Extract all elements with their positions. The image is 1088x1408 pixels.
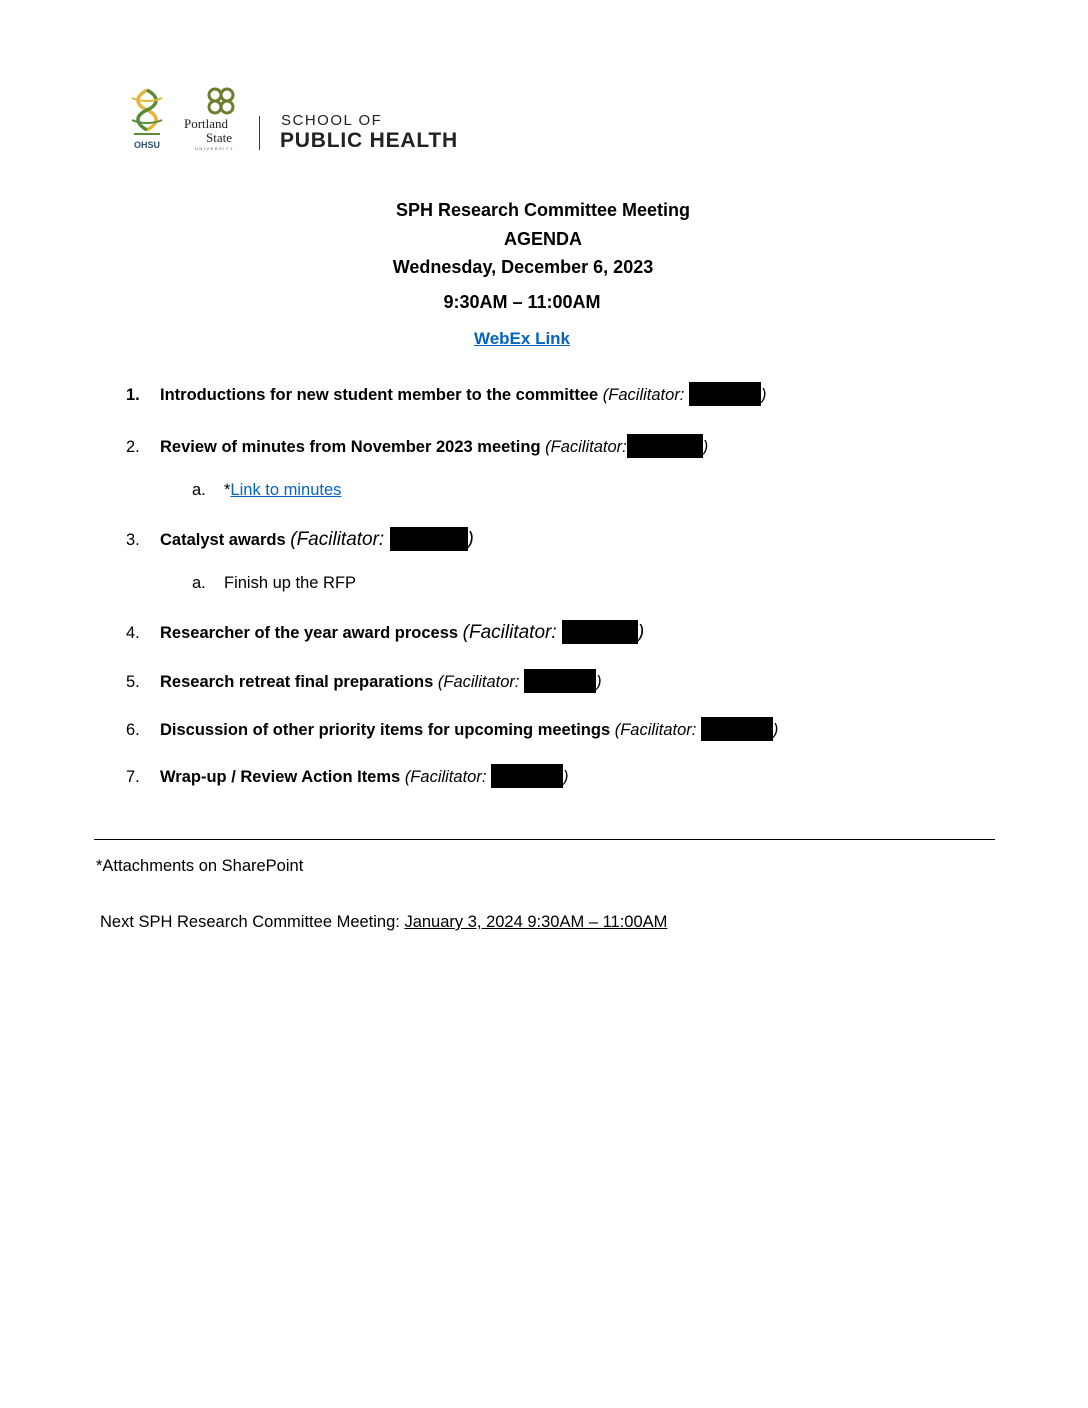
facilitator-label: (Facilitator: [462, 622, 562, 643]
next-meeting-date: January 3, 2024 9:30AM – 11:00AM [404, 913, 668, 931]
logo-header [126, 86, 486, 156]
subitem-3a [192, 574, 356, 593]
redaction-box [701, 717, 773, 741]
svg-text:OHSU: OHSU [133, 140, 161, 150]
school-name-line2: PUBLIC HEALTH [280, 129, 458, 152]
psu-name-line3: UNIVERSITY [195, 146, 235, 151]
subitem-letter: a. [192, 481, 206, 499]
facilitator-label: (Facilitator: [602, 386, 689, 404]
facilitator-close: ) [772, 721, 779, 739]
school-name-line1: SCHOOL OF [281, 112, 383, 129]
next-meeting-line [100, 913, 667, 932]
item-text: Discussion of other priority items for upcoming meetings [160, 721, 611, 739]
meeting-time: 9:30AM – 11:00AM [443, 292, 601, 312]
agenda-item-5 [126, 669, 602, 693]
item-text: Introductions for new student member to the committee [160, 386, 599, 404]
facilitator-label: (Facilitator: [545, 438, 627, 456]
redaction-box [627, 434, 703, 458]
agenda-item-2 [126, 434, 708, 458]
item-text: Research retreat final preparations [160, 673, 434, 691]
webex-link[interactable]: WebEx Link [473, 329, 571, 348]
attachments-note: *Attachments on SharePoint [96, 857, 304, 875]
item-text: Researcher of the year award process [160, 624, 459, 642]
logo-divider [259, 116, 260, 150]
item-number: 7. [126, 768, 140, 786]
redaction-box [524, 669, 596, 693]
facilitator-close: ) [637, 622, 645, 643]
facilitator-label: (Facilitator: [404, 768, 491, 786]
item-number: 4. [126, 624, 140, 642]
subitem-letter: a. [192, 574, 206, 592]
agenda-item-1 [126, 382, 766, 406]
agenda-heading: AGENDA [503, 229, 582, 249]
subitem-2a [192, 481, 341, 500]
item-number: 2. [126, 438, 140, 456]
item-text: Wrap-up / Review Action Items [160, 768, 401, 786]
facilitator-close: ) [467, 529, 474, 550]
redaction-box [390, 527, 468, 551]
facilitator-label: (Facilitator: [437, 673, 525, 691]
subitem-prefix: * [224, 481, 231, 499]
facilitator-label: (Facilitator: [614, 721, 701, 739]
redaction-box [562, 620, 638, 644]
psu-name-line2: State [206, 130, 232, 145]
ohsu-logo [126, 86, 168, 152]
subitem-text: Finish up the RFP [224, 574, 357, 592]
horizontal-divider [94, 839, 995, 840]
item-number: 3. [126, 531, 140, 549]
psu-name-line1: Portland [184, 116, 229, 131]
facilitator-label: (Facilitator: [290, 529, 390, 550]
item-number: 6. [126, 721, 140, 739]
agenda-item-4 [126, 620, 644, 644]
facilitator-close: ) [563, 768, 569, 786]
redaction-box [491, 764, 563, 788]
meeting-title: SPH Research Committee Meeting [395, 200, 691, 220]
agenda-item-7 [126, 764, 569, 788]
psu-logo [182, 86, 244, 152]
meeting-date: Wednesday, December 6, 2023 [392, 257, 654, 277]
facilitator-close: ) [702, 438, 709, 456]
item-number: 1. [126, 386, 140, 404]
next-meeting-label: Next SPH Research Committee Meeting: [100, 913, 405, 931]
agenda-item-3 [126, 527, 474, 551]
redaction-box [689, 382, 761, 406]
item-text: Catalyst awards [160, 531, 286, 549]
agenda-item-6 [126, 717, 778, 741]
item-number: 5. [126, 673, 140, 691]
facilitator-close: ) [760, 386, 767, 404]
item-text: Review of minutes from November 2023 meeting [160, 438, 541, 456]
minutes-link[interactable]: Link to minutes [230, 481, 342, 499]
psu-knot-icon [206, 86, 236, 116]
facilitator-close: ) [596, 673, 602, 691]
